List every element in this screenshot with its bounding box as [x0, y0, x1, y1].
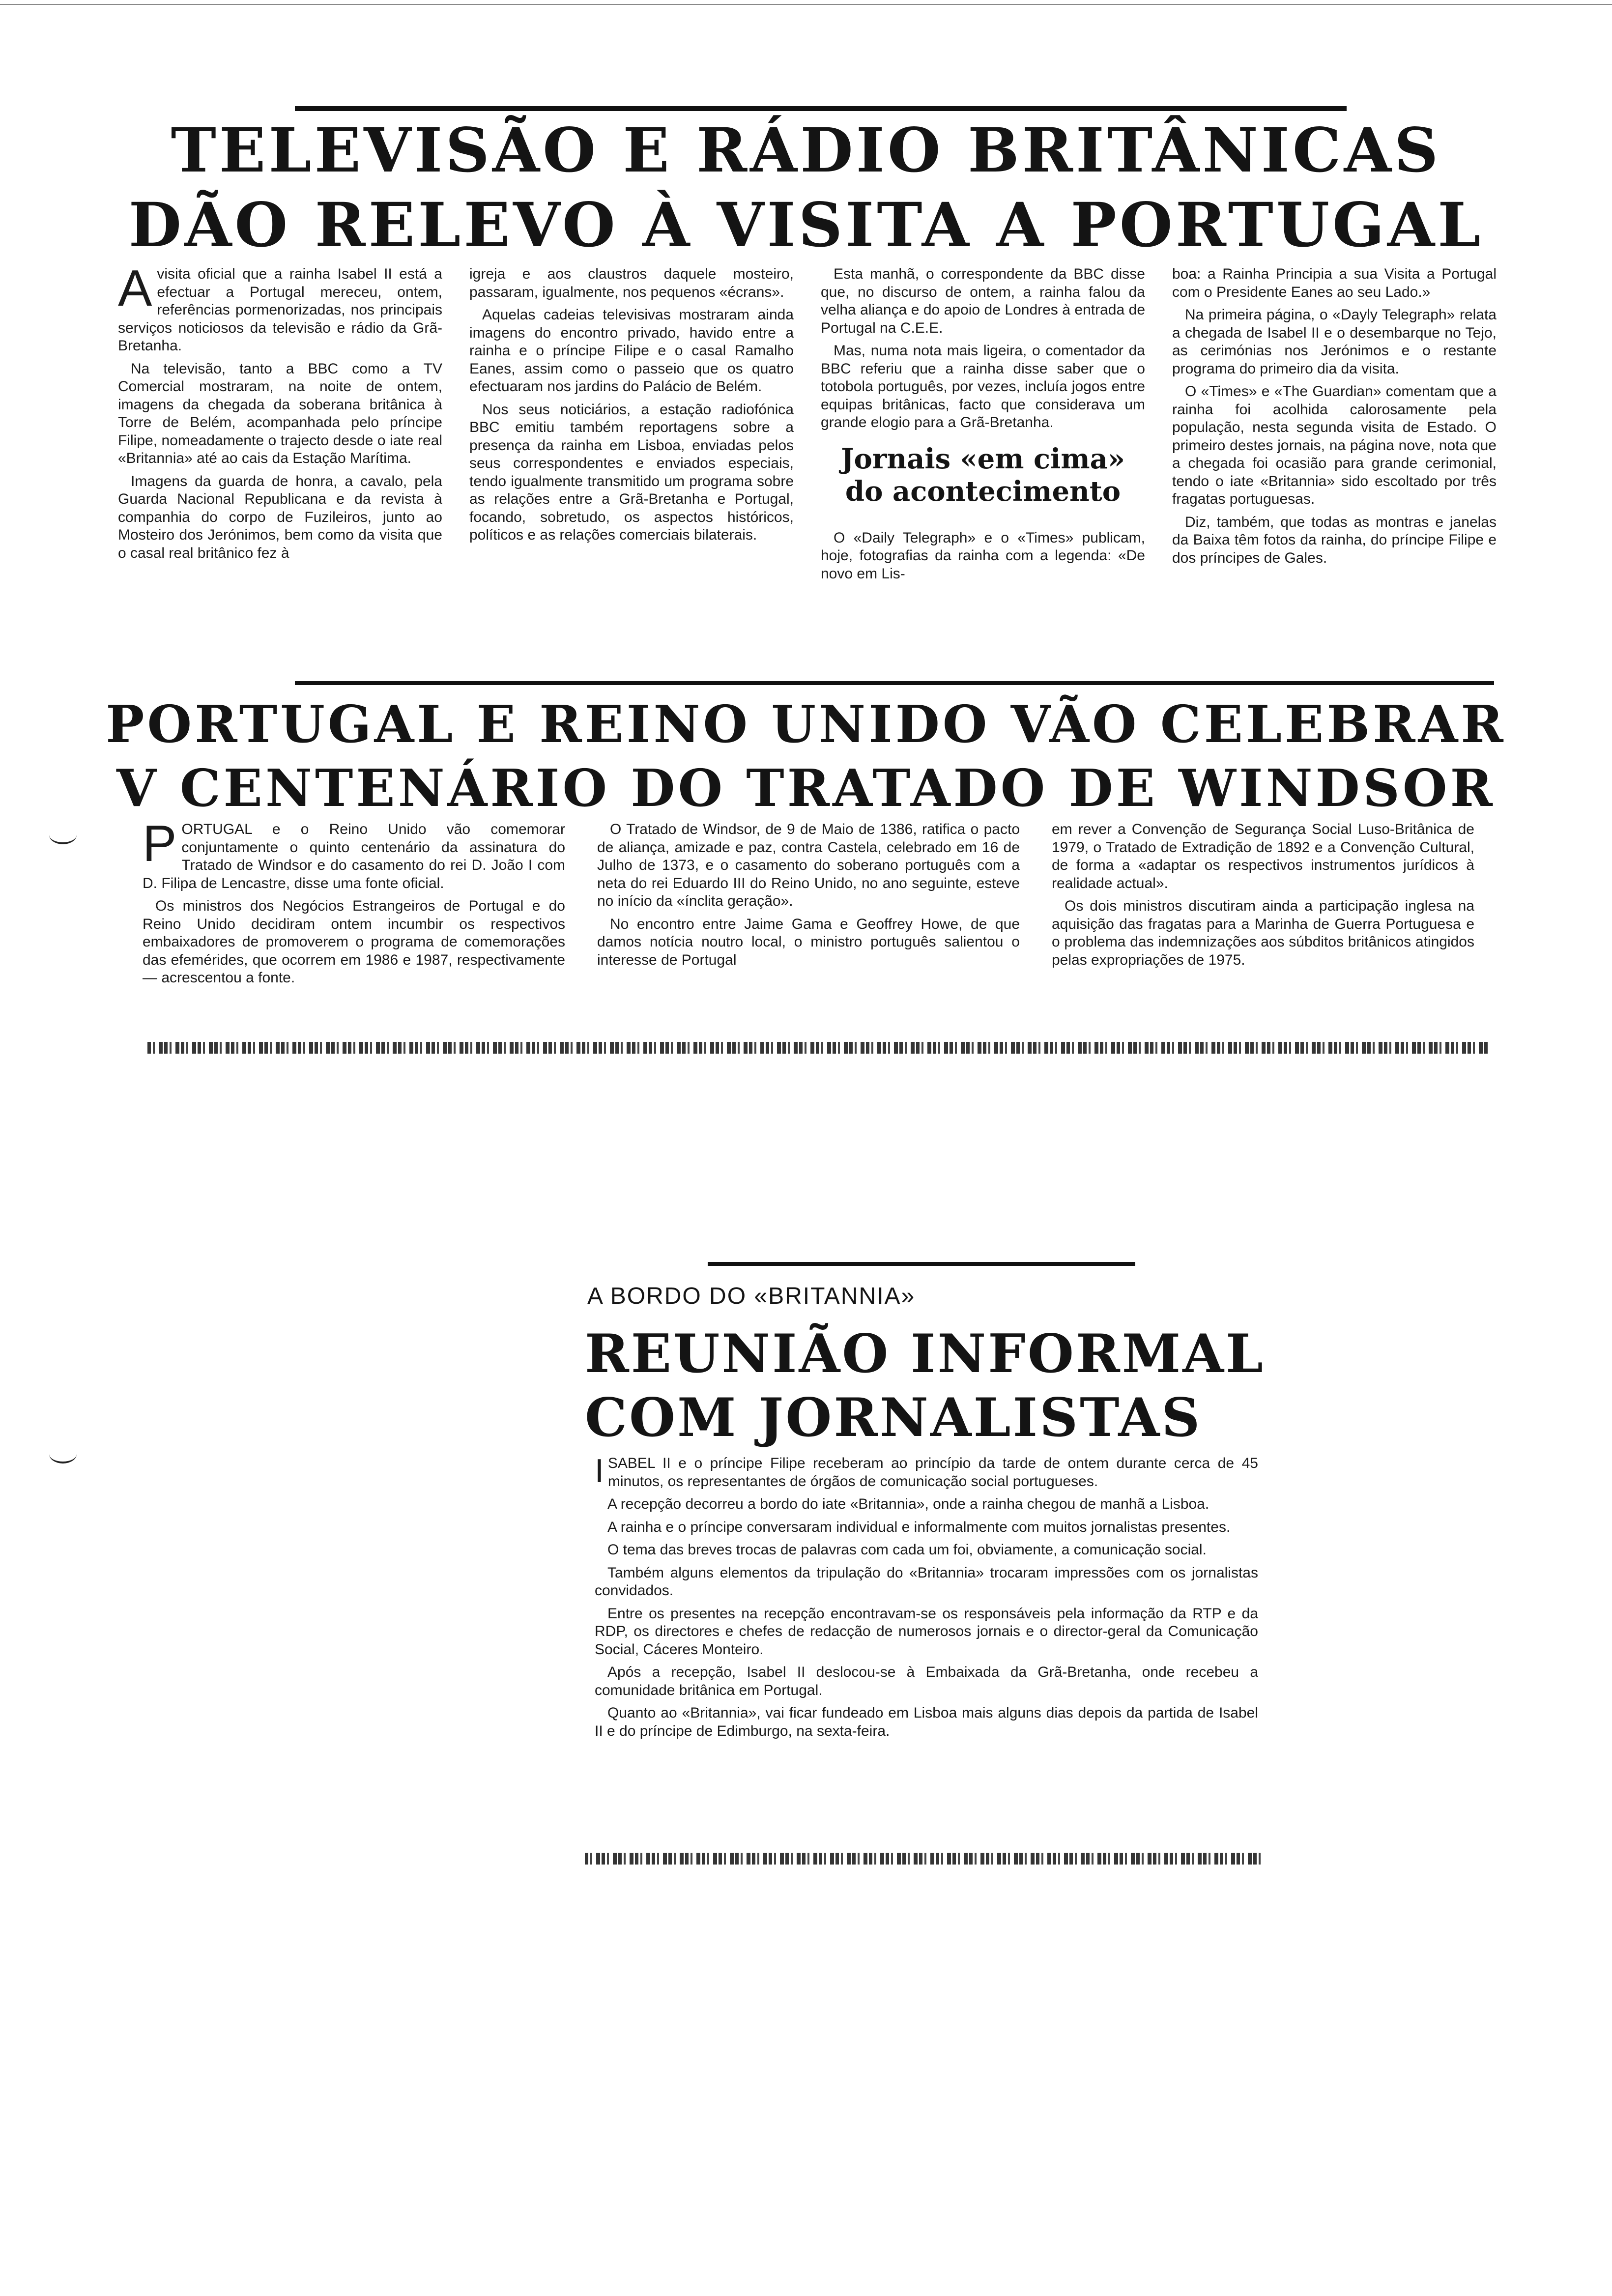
article3-paragraph: Após a recepção, Isabel II deslocou-se à Embaixada da Grã-Bretanha, onde recebeu a comunidade britânica em Portugal.: [595, 1664, 1258, 1698]
article2-paragraph: em rever a Convenção de Segurança Social Luso-Britânica de 1979, o Tratado de Extradição de 1892 e a Convenção Cultural, de forma a «adaptar os respectivos instrumentos jurídicos à realidade actual».: [1052, 821, 1474, 891]
article2-paragraph: Os ministros dos Negócios Estrangeiros de Portugal e do Reino Unido decidiram ontem incumbir os respectivos embaixadores de promoverem o programa de comemorações das efemérides, que ocorrem em 1986 e 1987, respectivamente — acrescentou a fonte.: [143, 898, 565, 986]
article2-paragraph: O Tratado de Windsor, de 9 de Maio de 1386, ratifica o pacto de aliança, amizade e paz, contra Castela, celebrado em 16 de Julho de 1373, e o casamento do soberano português com a neta do rei Eduardo III do Reino Unido, no ano seguinte, esteve no início da «ínclita geração».: [597, 821, 1020, 909]
article2-paragraph: No encontro entre Jaime Gama e Geoffrey Howe, de que damos notícia noutro local, o ministro português salientou o interesse de Portugal: [597, 916, 1020, 968]
article1-column-1: [118, 260, 442, 567]
article1-headline-line2: DÃO RELEVO À VISITA A PORTUGAL: [128, 190, 1484, 261]
article1-paragraph: O «Daily Telegraph» e o «Times» publicam, hoje, fotografias da rainha com a legenda: «De novo em Lis-: [821, 529, 1145, 582]
article3-bottom-scan-noise: [585, 1853, 1263, 1865]
article1-paragraph: O «Times» e «The Guardian» comentam que a rainha foi acolhida calorosamente pela população, nesta segunda visita de Estado. O primeiro destes jornais, na página nove, nota que a chegada foi ocasião para grande cerimonial, tendo o iate «Britannia» sido escoltado por três fragatas portuguesas.: [1172, 383, 1497, 507]
article2-column-3: [1052, 821, 1474, 974]
scan-margin-mark: [49, 826, 77, 844]
article1-paragraph: boa: a Rainha Principia a sua Visita a Portugal com o Presidente Eanes ao seu Lado.»: [1172, 266, 1497, 300]
article1-paragraph: Mas, numa nota mais ligeira, o comentador da BBC referiu que a rainha disse saber que o totobola português, por vezes, incluía jogos entre equipas britânicas, facto que considerava um grande elogio para a Grã-Bretanha.: [821, 343, 1145, 430]
scan-margin-mark: [49, 1445, 77, 1464]
article3-headline-line1: REUNIÃO INFORMAL: [585, 1323, 1265, 1385]
article1-subhead-line2: do acontecimento: [845, 475, 1121, 508]
article1-paragraph: Aquelas cadeias televisivas mostraram ainda imagens do encontro privado, havido entre a rainha e o príncipe Filipe e o casal Ramalho Eanes, assim como o passeio que os quatro efectuaram nos jardins do Palácio de Belém.: [469, 307, 794, 395]
article2-column-1: [143, 815, 565, 992]
article2-bottom-scan-noise: [147, 1042, 1489, 1054]
article2-dropcap: P: [143, 815, 177, 872]
article3-body: [595, 1452, 1258, 1745]
article3-paragraph: A recepção decorreu a bordo do iate «Britannia», onde a rainha chegou de manhã a Lisboa.: [607, 1496, 1209, 1512]
article3-paragraph: Entre os presentes na recepção encontravam-se os responsáveis pela informação da RTP e da RDP, os directores e chefes de redacção de numerosos jornais e o director-geral da Comunicação Social, Cáceres Monteiro.: [595, 1605, 1258, 1658]
article1-column-4: [1172, 265, 1497, 572]
article1-paragraph: visita oficial que a rainha Isabel II está a efectuar a Portugal mereceu, ontem, referências pormenorizadas, nos principais serviços noticiosos da televisão e rádio da Grã-Bretanha.: [118, 266, 442, 354]
article3-top-rule: [708, 1262, 1135, 1266]
article2-headline-line2: V CENTENÁRIO DO TRATADO DE WINDSOR: [116, 758, 1496, 818]
page-edge-line: [0, 4, 1612, 5]
article1-subhead: [821, 443, 1145, 508]
article1-paragraph: Na televisão, tanto a BBC como a TV Comercial mostraram, na noite de ontem, imagens da chegada da soberana britânica à Torre de Belém, acompanhada pelo príncipe Filipe, nomeadamente o trajecto desde o iate real «Britannia» até ao cais da Estação Marítima.: [118, 360, 442, 466]
article1-top-rule: [295, 106, 1347, 111]
article3-paragraph: O tema das breves trocas de palavras com cada um foi, obviamente, a comunicação social.: [607, 1542, 1207, 1558]
article3-paragraph: Quanto ao «Britannia», vai ficar fundeado em Lisboa mais alguns dias depois da partida de Isabel II e do príncipe de Edimburgo, na sexta-feira.: [595, 1705, 1258, 1739]
article3-dropcap: I: [595, 1452, 604, 1490]
article3-paragraph: Também alguns elementos da tripulação do «Britannia» trocaram impressões com os jornalistas convidados.: [595, 1564, 1258, 1599]
article1-subhead-line1: Jornais «em cima»: [841, 442, 1125, 475]
article2-top-rule: [295, 681, 1494, 685]
article3-kicker: A BORDO DO «BRITANNIA»: [587, 1283, 916, 1309]
article1-column-2: [469, 265, 794, 549]
article1-dropcap: A: [118, 260, 152, 317]
article1-paragraph: Esta manhã, o correspondente da BBC disse que, no discurso de ontem, a rainha falou da velha aliança e do apoio de Londres à entrada de Portugal na C.E.E.: [821, 266, 1145, 336]
article1-paragraph: igreja e aos claustros daquele mosteiro, passaram, igualmente, nos pequenos «écrans».: [469, 266, 794, 300]
article1-paragraph: Na primeira página, o «Dayly Telegraph» relata a chegada de Isabel II e o desembarque no Tejo, as cerimónias nos Jerónimos e o restante programa do primeiro dia da visita.: [1172, 307, 1497, 377]
article3-paragraph: A rainha e o príncipe conversaram individual e informalmente com muitos jornalistas presentes.: [607, 1519, 1231, 1535]
article2-headline-line1: PORTUGAL E REINO UNIDO VÃO CELEBRAR: [106, 694, 1506, 754]
article3-paragraph: SABEL II e o príncipe Filipe receberam ao princípio da tarde de ontem durante cerca de 45 minutos, os representantes de órgãos de comunicação social portugueses.: [607, 1455, 1258, 1490]
article2-paragraph: Os dois ministros discutiram ainda a participação inglesa na aquisição das fragatas para a Marinha de Guerra Portuguesa e o problema das indemnizações aos súbditos britânicos atingidos pelas expropriações de 1975.: [1052, 898, 1474, 968]
article1-paragraph: Imagens da guarda de honra, a cavalo, pela Guarda Nacional Republicana e da revista à companhia do corpo de Fuzileiros, junto ao Mosteiro dos Jerónimos, bem como da visita que o casal real britânico fez à: [118, 473, 442, 561]
article2-paragraph: ORTUGAL e o Reino Unido vão comemorar conjuntamente o quinto centenário da assinatura do Tratado de Windsor e do casamento do rei D. João I com D. Filipa de Lencastre, disse uma fonte oficial.: [143, 821, 565, 891]
article1-paragraph: Nos seus noticiários, a estação radiofónica BBC emitiu também reportagens sobre a presença da rainha em Lisboa, enviadas pelos seus correspondentes e enviados especiais, tendo igualmente transmitido um programa sobre as relações entre a Grã-Bretanha e Portugal, focando, sobretudo, os aspectos históricos, políticos e as relações comerciais bilaterais.: [469, 401, 794, 543]
article1-paragraph: Diz, também, que todas as montras e janelas da Baixa têm fotos da rainha, do príncipe Filipe e dos príncipes de Gales.: [1172, 514, 1497, 566]
article1-headline-line1: TELEVISÃO E RÁDIO BRITÂNICAS: [171, 115, 1441, 186]
article3-headline-line2: COM JORNALISTAS: [585, 1387, 1202, 1449]
article1-column-3: [821, 265, 1145, 588]
article2-column-2: [597, 821, 1020, 974]
